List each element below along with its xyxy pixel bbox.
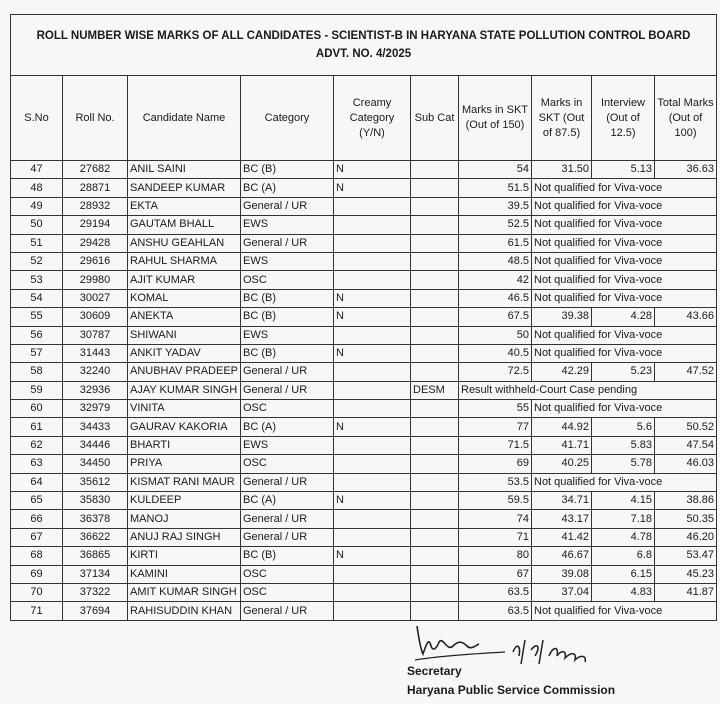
table-row: [11, 179, 717, 197]
cell-skt150: 59.5: [459, 492, 532, 510]
cell-sno: 57: [11, 344, 63, 362]
cell-interview: 4.15: [592, 492, 655, 510]
cell-total: 53.47: [655, 547, 717, 565]
table-row: [11, 344, 717, 362]
cell-name: ANUBHAV PRADEEP: [128, 363, 241, 381]
cell-creamy: [334, 252, 411, 270]
cell-roll: 36378: [63, 510, 128, 528]
cell-sno: 62: [11, 436, 63, 454]
cell-creamy: N: [334, 547, 411, 565]
cell-viva-note: Not qualified for Viva-voce: [532, 473, 717, 491]
cell-skt875: 39.38: [532, 308, 592, 326]
cell-interview: 6.8: [592, 547, 655, 565]
cell-name: ANSHU GEAHLAN: [128, 234, 241, 252]
table-row: [11, 583, 717, 601]
cell-category: EWS: [241, 326, 334, 344]
cell-category: BC (B): [241, 289, 334, 307]
cell-total: 50.52: [655, 418, 717, 436]
cell-subcat: [411, 326, 459, 344]
signatory-designation: Secretary: [407, 664, 462, 678]
table-row: [11, 216, 717, 234]
cell-subcat: DESM: [411, 381, 459, 399]
cell-subcat: [411, 565, 459, 583]
cell-sno: 69: [11, 565, 63, 583]
cell-name: GAUTAM BHALL: [128, 216, 241, 234]
cell-sno: 65: [11, 492, 63, 510]
cell-skt875: 43.17: [532, 510, 592, 528]
cell-viva-note: Not qualified for Viva-voce: [532, 197, 717, 215]
cell-subcat: [411, 436, 459, 454]
cell-interview: 5.6: [592, 418, 655, 436]
table-row: [11, 400, 717, 418]
cell-skt875: 37.04: [532, 583, 592, 601]
marks-sheet: [10, 14, 716, 621]
cell-skt150: 67.5: [459, 308, 532, 326]
cell-roll: 32979: [63, 400, 128, 418]
cell-sno: 50: [11, 216, 63, 234]
cell-sno: 48: [11, 179, 63, 197]
cell-skt150: 46.5: [459, 289, 532, 307]
cell-viva-note: Not qualified for Viva-voce: [532, 252, 717, 270]
cell-name: EKTA: [128, 197, 241, 215]
cell-roll: 34446: [63, 436, 128, 454]
cell-interview: 6.15: [592, 565, 655, 583]
cell-creamy: N: [334, 418, 411, 436]
table-row: [11, 565, 717, 583]
title-line-2: ADVT. NO. 4/2025: [315, 48, 412, 60]
table-row: [11, 473, 717, 491]
cell-creamy: [334, 216, 411, 234]
cell-total: 43.66: [655, 308, 717, 326]
cell-category: General / UR: [241, 473, 334, 491]
cell-creamy: [334, 510, 411, 528]
cell-result-note: Result withheld-Court Case pending: [459, 381, 717, 399]
cell-subcat: [411, 344, 459, 362]
cell-creamy: [334, 363, 411, 381]
cell-creamy: [334, 528, 411, 546]
table-row: [11, 418, 717, 436]
table-row: [11, 528, 717, 546]
cell-creamy: [334, 455, 411, 473]
cell-category: General / UR: [241, 602, 334, 620]
cell-category: BC (B): [241, 161, 334, 179]
cell-interview: 4.83: [592, 583, 655, 601]
cell-skt875: 41.71: [532, 436, 592, 454]
cell-viva-note: Not qualified for Viva-voce: [532, 179, 717, 197]
cell-skt150: 42: [459, 271, 532, 289]
cell-skt150: 55: [459, 400, 532, 418]
cell-interview: 5.23: [592, 363, 655, 381]
cell-subcat: [411, 510, 459, 528]
cell-subcat: [411, 418, 459, 436]
cell-roll: 32936: [63, 381, 128, 399]
cell-name: SHIWANI: [128, 326, 241, 344]
cell-name: PRIYA: [128, 455, 241, 473]
cell-creamy: N: [334, 289, 411, 307]
cell-category: General / UR: [241, 528, 334, 546]
cell-skt150: 77: [459, 418, 532, 436]
cell-name: KOMAL: [128, 289, 241, 307]
cell-creamy: [334, 400, 411, 418]
cell-category: EWS: [241, 252, 334, 270]
table-row: [11, 436, 717, 454]
cell-skt875: 34.71: [532, 492, 592, 510]
cell-skt150: 74: [459, 510, 532, 528]
cell-category: EWS: [241, 436, 334, 454]
cell-skt875: 46.67: [532, 547, 592, 565]
cell-total: 41.87: [655, 583, 717, 601]
cell-creamy: [334, 565, 411, 583]
cell-name: MANOJ: [128, 510, 241, 528]
cell-subcat: [411, 308, 459, 326]
table-row: [11, 252, 717, 270]
cell-total: 47.54: [655, 436, 717, 454]
cell-sno: 70: [11, 583, 63, 601]
cell-sno: 55: [11, 308, 63, 326]
table-row: [11, 492, 717, 510]
col-header-interview: Interview (Out of 12.5): [592, 76, 655, 161]
cell-category: BC (B): [241, 344, 334, 362]
cell-total: 38.86: [655, 492, 717, 510]
cell-sno: 59: [11, 381, 63, 399]
cell-subcat: [411, 400, 459, 418]
cell-category: BC (B): [241, 547, 334, 565]
cell-viva-note: Not qualified for Viva-voce: [532, 344, 717, 362]
cell-skt875: 41.42: [532, 528, 592, 546]
signature-block: [405, 616, 705, 700]
signatory-organisation: Haryana Public Service Commission: [407, 683, 616, 697]
marks-table: [10, 14, 717, 621]
cell-name: ANIL SAINI: [128, 161, 241, 179]
table-row: [11, 197, 717, 215]
table-row: [11, 381, 717, 399]
cell-name: ANKIT YADAV: [128, 344, 241, 362]
cell-sno: 47: [11, 161, 63, 179]
cell-sno: 56: [11, 326, 63, 344]
cell-name: GAURAV KAKORIA: [128, 418, 241, 436]
cell-roll: 29980: [63, 271, 128, 289]
cell-subcat: [411, 216, 459, 234]
cell-category: OSC: [241, 583, 334, 601]
cell-skt875: 42.29: [532, 363, 592, 381]
cell-subcat: [411, 547, 459, 565]
cell-subcat: [411, 252, 459, 270]
cell-roll: 36865: [63, 547, 128, 565]
cell-sno: 61: [11, 418, 63, 436]
col-header-sno: S.No: [11, 76, 63, 161]
cell-category: OSC: [241, 400, 334, 418]
cell-roll: 35830: [63, 492, 128, 510]
table-row: [11, 455, 717, 473]
cell-sno: 66: [11, 510, 63, 528]
cell-roll: 28932: [63, 197, 128, 215]
cell-sno: 68: [11, 547, 63, 565]
table-row: [11, 363, 717, 381]
cell-interview: 5.13: [592, 161, 655, 179]
cell-name: AMIT KUMAR SINGH: [128, 583, 241, 601]
cell-creamy: N: [334, 308, 411, 326]
cell-creamy: N: [334, 161, 411, 179]
cell-sno: 71: [11, 602, 63, 620]
cell-subcat: [411, 289, 459, 307]
cell-sno: 67: [11, 528, 63, 546]
cell-creamy: [334, 381, 411, 399]
cell-category: OSC: [241, 565, 334, 583]
cell-viva-note: Not qualified for Viva-voce: [532, 326, 717, 344]
cell-roll: 29616: [63, 252, 128, 270]
cell-category: BC (A): [241, 418, 334, 436]
cell-category: BC (A): [241, 179, 334, 197]
cell-skt150: 63.5: [459, 583, 532, 601]
cell-sno: 58: [11, 363, 63, 381]
cell-creamy: [334, 602, 411, 620]
cell-skt150: 72.5: [459, 363, 532, 381]
cell-subcat: [411, 197, 459, 215]
cell-subcat: [411, 492, 459, 510]
col-header-roll: Roll No.: [63, 76, 128, 161]
cell-skt150: 63.5: [459, 602, 532, 620]
col-header-name: Candidate Name: [128, 76, 241, 161]
cell-interview: 4.78: [592, 528, 655, 546]
cell-name: KISMAT RANI MAUR: [128, 473, 241, 491]
cell-viva-note: Not qualified for Viva-voce: [532, 289, 717, 307]
cell-creamy: [334, 583, 411, 601]
cell-skt150: 80: [459, 547, 532, 565]
cell-sno: 52: [11, 252, 63, 270]
cell-roll: 37694: [63, 602, 128, 620]
cell-name: KULDEEP: [128, 492, 241, 510]
cell-interview: 4.28: [592, 308, 655, 326]
cell-sno: 54: [11, 289, 63, 307]
cell-category: EWS: [241, 216, 334, 234]
cell-name: SANDEEP KUMAR: [128, 179, 241, 197]
col-header-subcat: Sub Cat: [411, 76, 459, 161]
cell-skt150: 51.5: [459, 179, 532, 197]
cell-roll: 30609: [63, 308, 128, 326]
cell-subcat: [411, 271, 459, 289]
table-row: [11, 326, 717, 344]
col-header-skt875: Marks in SKT (Out of 87.5): [532, 76, 592, 161]
cell-subcat: [411, 179, 459, 197]
cell-roll: 32240: [63, 363, 128, 381]
cell-roll: 27682: [63, 161, 128, 179]
cell-skt875: 31.50: [532, 161, 592, 179]
cell-creamy: [334, 271, 411, 289]
cell-creamy: N: [334, 179, 411, 197]
cell-skt150: 48.5: [459, 252, 532, 270]
cell-roll: 37134: [63, 565, 128, 583]
cell-subcat: [411, 161, 459, 179]
cell-category: General / UR: [241, 381, 334, 399]
cell-creamy: [334, 436, 411, 454]
cell-subcat: [411, 473, 459, 491]
cell-skt150: 39.5: [459, 197, 532, 215]
cell-sno: 64: [11, 473, 63, 491]
cell-skt150: 67: [459, 565, 532, 583]
cell-category: OSC: [241, 271, 334, 289]
cell-roll: 36622: [63, 528, 128, 546]
cell-viva-note: Not qualified for Viva-voce: [532, 234, 717, 252]
cell-total: 45.23: [655, 565, 717, 583]
cell-subcat: [411, 583, 459, 601]
cell-roll: 34450: [63, 455, 128, 473]
cell-roll: 35612: [63, 473, 128, 491]
cell-creamy: N: [334, 344, 411, 362]
cell-category: General / UR: [241, 197, 334, 215]
cell-skt150: 69: [459, 455, 532, 473]
cell-viva-note: Not qualified for Viva-voce: [532, 216, 717, 234]
cell-name: ANEKTA: [128, 308, 241, 326]
cell-interview: 5.83: [592, 436, 655, 454]
cell-sno: 53: [11, 271, 63, 289]
cell-name: KAMINI: [128, 565, 241, 583]
cell-total: 46.20: [655, 528, 717, 546]
cell-skt875: 44.92: [532, 418, 592, 436]
cell-name: AJAY KUMAR SINGH: [128, 381, 241, 399]
cell-category: General / UR: [241, 510, 334, 528]
cell-skt875: 39.08: [532, 565, 592, 583]
table-row: [11, 547, 717, 565]
handwritten-signature: [409, 616, 599, 670]
cell-skt150: 53.5: [459, 473, 532, 491]
cell-roll: 29194: [63, 216, 128, 234]
cell-skt150: 52.5: [459, 216, 532, 234]
cell-category: BC (A): [241, 492, 334, 510]
cell-skt150: 40.5: [459, 344, 532, 362]
table-row: [11, 308, 717, 326]
table-row: [11, 271, 717, 289]
cell-skt150: 54: [459, 161, 532, 179]
cell-roll: 28871: [63, 179, 128, 197]
cell-name: VINITA: [128, 400, 241, 418]
title-line-1: ROLL NUMBER WISE MARKS OF ALL CANDIDATES - SCIENTIST-B IN HARYANA STATE POLLUTION CONTROL BOARD: [36, 30, 691, 42]
cell-skt150: 71.5: [459, 436, 532, 454]
cell-category: General / UR: [241, 363, 334, 381]
cell-creamy: [334, 234, 411, 252]
cell-viva-note: Not qualified for Viva-voce: [532, 400, 717, 418]
cell-creamy: [334, 326, 411, 344]
cell-skt150: 61.5: [459, 234, 532, 252]
cell-name: RAHISUDDIN KHAN: [128, 602, 241, 620]
cell-creamy: [334, 197, 411, 215]
document-title: [11, 15, 717, 76]
cell-total: 47.52: [655, 363, 717, 381]
cell-total: 50.35: [655, 510, 717, 528]
cell-creamy: [334, 473, 411, 491]
cell-viva-note: Not qualified for Viva-voce: [532, 602, 717, 620]
cell-skt150: 71: [459, 528, 532, 546]
cell-creamy: N: [334, 492, 411, 510]
cell-roll: 29428: [63, 234, 128, 252]
table-body: [11, 161, 717, 621]
cell-category: BC (B): [241, 308, 334, 326]
cell-sno: 49: [11, 197, 63, 215]
cell-total: 46.03: [655, 455, 717, 473]
cell-subcat: [411, 455, 459, 473]
cell-roll: 31443: [63, 344, 128, 362]
col-header-total: Total Marks (Out of 100): [655, 76, 717, 161]
cell-name: AJIT KUMAR: [128, 271, 241, 289]
col-header-category: Category: [241, 76, 334, 161]
cell-sno: 51: [11, 234, 63, 252]
cell-name: RAHUL SHARMA: [128, 252, 241, 270]
col-header-creamy: Creamy Category (Y/N): [334, 76, 411, 161]
cell-category: General / UR: [241, 234, 334, 252]
col-header-skt150: Marks in SKT (Out of 150): [459, 76, 532, 161]
cell-subcat: [411, 528, 459, 546]
cell-roll: 34433: [63, 418, 128, 436]
table-row: [11, 161, 717, 179]
cell-interview: 5.78: [592, 455, 655, 473]
table-row: [11, 510, 717, 528]
cell-name: ANUJ RAJ SINGH: [128, 528, 241, 546]
cell-roll: 30787: [63, 326, 128, 344]
cell-viva-note: Not qualified for Viva-voce: [532, 271, 717, 289]
table-row: [11, 234, 717, 252]
cell-subcat: [411, 363, 459, 381]
cell-category: OSC: [241, 455, 334, 473]
cell-total: 36.63: [655, 161, 717, 179]
cell-interview: 7.18: [592, 510, 655, 528]
cell-roll: 30027: [63, 289, 128, 307]
cell-roll: 37322: [63, 583, 128, 601]
table-row: [11, 289, 717, 307]
cell-name: KIRTI: [128, 547, 241, 565]
cell-name: BHARTI: [128, 436, 241, 454]
cell-skt875: 40.25: [532, 455, 592, 473]
cell-skt150: 50: [459, 326, 532, 344]
cell-sno: 63: [11, 455, 63, 473]
cell-subcat: [411, 234, 459, 252]
cell-sno: 60: [11, 400, 63, 418]
